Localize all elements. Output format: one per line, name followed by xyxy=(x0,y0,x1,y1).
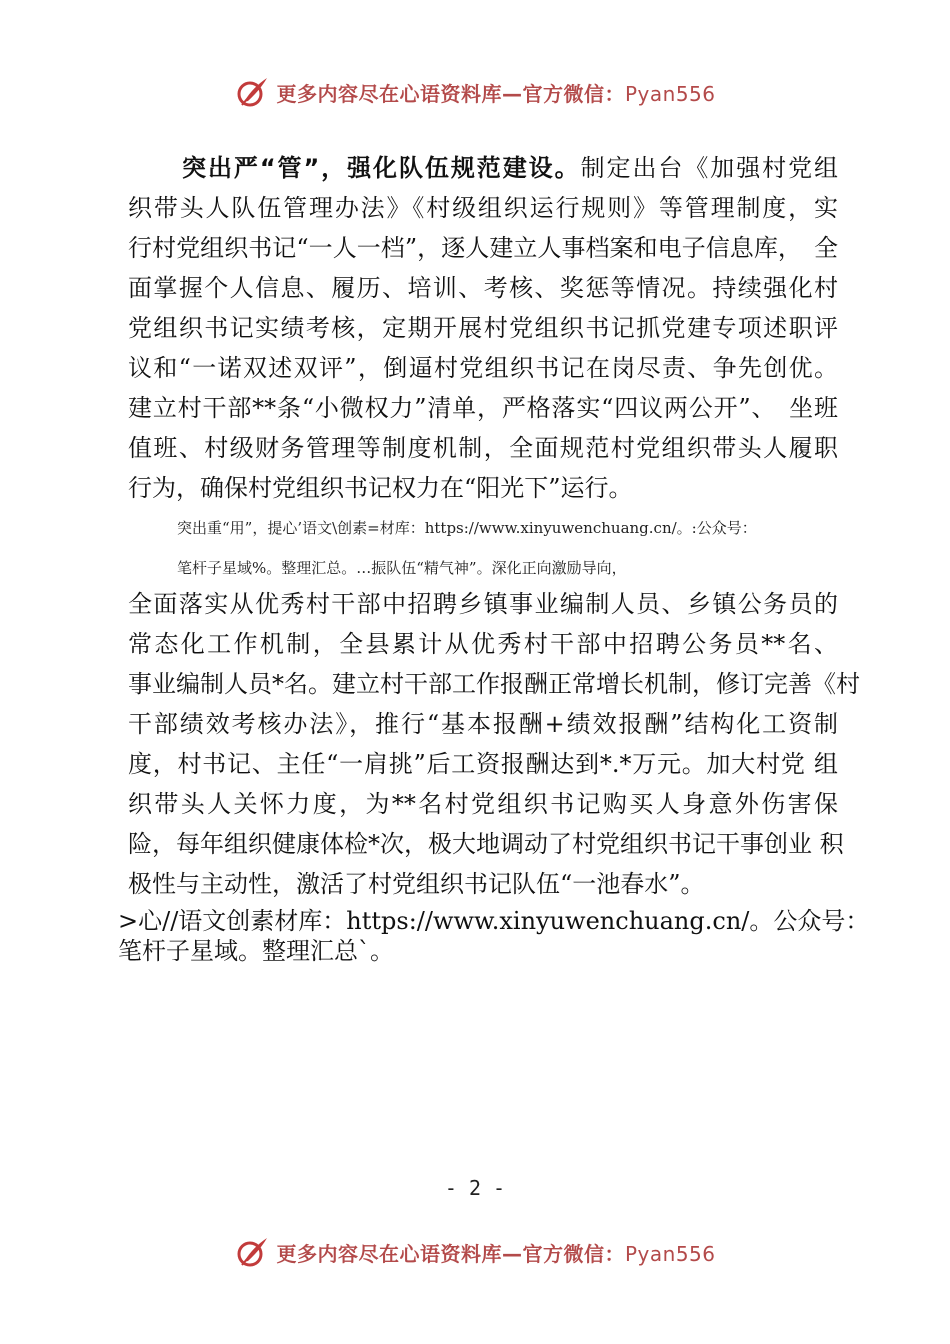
text-line: 面掌握个人信息、履历、培训、考核、奖惩等情况。持续强化村 xyxy=(128,274,838,302)
text-line: 事业编制人员*名。建立村干部工作报酬正常增长机制，修订完善《村 xyxy=(128,670,860,698)
source-note xyxy=(118,906,870,966)
footer-banner xyxy=(0,1232,950,1272)
header-banner xyxy=(0,72,950,112)
text-line: 极性与主动性，激活了村党组织书记队伍“一池春水”。 xyxy=(128,870,705,898)
small-note-line-2: 笔杆子星域%。整理汇总。…振队伍“精气神”。深化正向激励导向， xyxy=(177,559,627,577)
text-line: 干部绩效考核办法》，推行“基本报酬+绩效报酬”结构化工资制 xyxy=(128,710,838,738)
text-line: 险，每年组织健康体检*次，极大地调动了村党组织书记干事创业 积 xyxy=(128,830,844,858)
text-line: 织带头人关怀力度，为**名村党组织书记购买人身意外伤害保 xyxy=(128,790,838,818)
text-line: 议和“一诺双述双评”，倒逼村党组织书记在岗尽责、争先创优。 xyxy=(128,354,838,382)
paragraph-lead-heading: 突出严“管”，强化队伍规范建设。 xyxy=(182,154,581,182)
quill-logo-icon xyxy=(234,1234,270,1270)
footer-banner-text: 更多内容尽在心语资料库—官方微信：Pyan556 xyxy=(276,1241,716,1266)
source-note-line: 笔杆子星域。整理汇总`。 xyxy=(118,937,394,965)
text-line: 党组织书记实绩考核，定期开展村党组织书记抓党建专项述职评 xyxy=(128,314,838,342)
text-line: 行为，确保村党组织书记权力在“阳光下”运行。 xyxy=(128,474,633,502)
source-note-line: >心//语文创素材库：https://www.xinyuwenchuang.cn/。公众号： xyxy=(118,907,870,935)
text-line: 值班、村级财务管理等制度机制，全面规范村党组织带头人履职 xyxy=(128,434,838,462)
text-line: 常态化工作机制，全县累计从优秀村干部中招聘公务员**名、 xyxy=(128,630,838,658)
page-number: - 2 - xyxy=(444,1176,506,1200)
paragraph-strict-management: 突出严“管”，强化队伍规范建设。制定出台《加强村党组 织带头人队伍管理办法》《村级组织运行规则》等管理制度，实 行村党组织书记“一人一档”，逐人建立人事档案和电子信息库， 全 面掌握个人信息、履历、培训、考核、奖惩等情况。持续强化村 党组织书记实绩考核，定期开展村党组织书记抓党建专项述职评 议和“一诺双述双评”，倒逼村党组织书记在岗尽责、争先创优。 建立村干部**条“小微权力”清单，严格落实“四议两公开”、 坐班 值班、村级财务管理等制度机制，全面规范村党组织带头人履职 行为，确保村党组织书记权力在“阳光下”运行。 xyxy=(128,148,838,508)
quill-logo-icon xyxy=(234,74,270,110)
header-banner-text: 更多内容尽在心语资料库—官方微信：Pyan556 xyxy=(276,81,716,106)
text-line: 度，村书记、主任“一肩挑”后工资报酬达到*.*万元。加大村党 组 xyxy=(128,750,838,778)
small-note-line-1: 突出重“用”，提心’语文\创素=材库：https://www.xinyuwenchuang.cn/。:公众号： xyxy=(177,519,757,537)
text-line: 全面落实从优秀村干部中招聘乡镇事业编制人员、乡镇公务员的 xyxy=(128,590,838,618)
paragraph-incentive xyxy=(128,584,860,904)
text-line: 织带头人队伍管理办法》《村级组织运行规则》等管理制度，实 xyxy=(128,194,838,222)
text-line: 行村党组织书记“一人一档”，逐人建立人事档案和电子信息库， 全 xyxy=(128,234,838,262)
text-line: 建立村干部**条“小微权力”清单，严格落实“四议两公开”、 坐班 xyxy=(128,394,838,422)
